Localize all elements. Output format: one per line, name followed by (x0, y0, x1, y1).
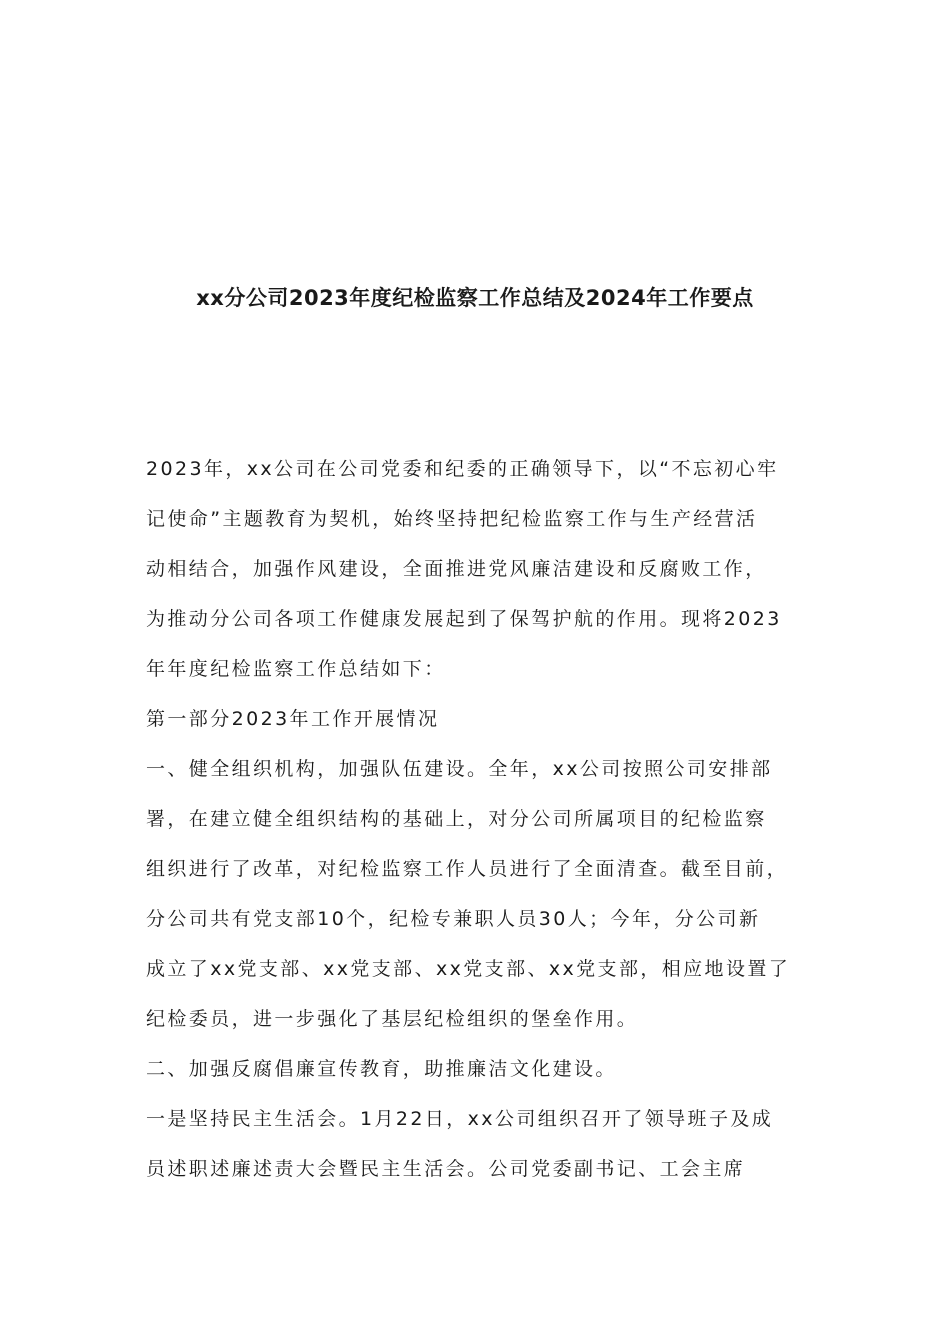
text-line: 二、加强反腐倡廉宣传教育，助推廉洁文化建设。 (146, 1058, 617, 1080)
text-line: 动相结合，加强作风建设，全面推进党风廉洁建设和反腐败工作， (146, 558, 767, 580)
text-line: 分公司共有党支部10个，纪检专兼职人员30人；今年，分公司新 (146, 908, 761, 930)
text-line: 记使命”主题教育为契机，始终坚持把纪检监察工作与生产经营活 (146, 508, 758, 530)
text-line: 成立了xx党支部、xx党支部、xx党支部、xx党支部，相应地设置了 (146, 958, 791, 980)
document-body (146, 448, 826, 1198)
text-line: 纪检委员，进一步强化了基层纪检组织的堡垒作用。 (146, 1008, 639, 1030)
text-line: 员述职述廉述责大会暨民主生活会。公司党委副书记、工会主席 (146, 1158, 746, 1180)
text-line: 为推动分公司各项工作健康发展起到了保驾护航的作用。现将2023 (146, 608, 782, 630)
text-line: 一是坚持民主生活会。1月22日，xx公司组织召开了领导班子及成 (146, 1108, 774, 1130)
text-line: 2023年，xx公司在公司党委和纪委的正确领导下，以“不忘初心牢 (146, 458, 779, 480)
section-heading: 第一部分2023年工作开展情况 (146, 708, 440, 730)
text-line: 署，在建立健全组织结构的基础上，对分公司所属项目的纪检监察 (146, 808, 767, 830)
text-line: 一、健全组织机构，加强队伍建设。全年，xx公司按照公司安排部 (146, 758, 773, 780)
document-title: xx分公司2023年度纪检监察工作总结及2024年工作要点 (196, 286, 754, 310)
text-line: 组织进行了改革，对纪检监察工作人员进行了全面清查。截至目前， (146, 858, 789, 880)
text-line: 年年度纪检监察工作总结如下： (146, 658, 446, 680)
